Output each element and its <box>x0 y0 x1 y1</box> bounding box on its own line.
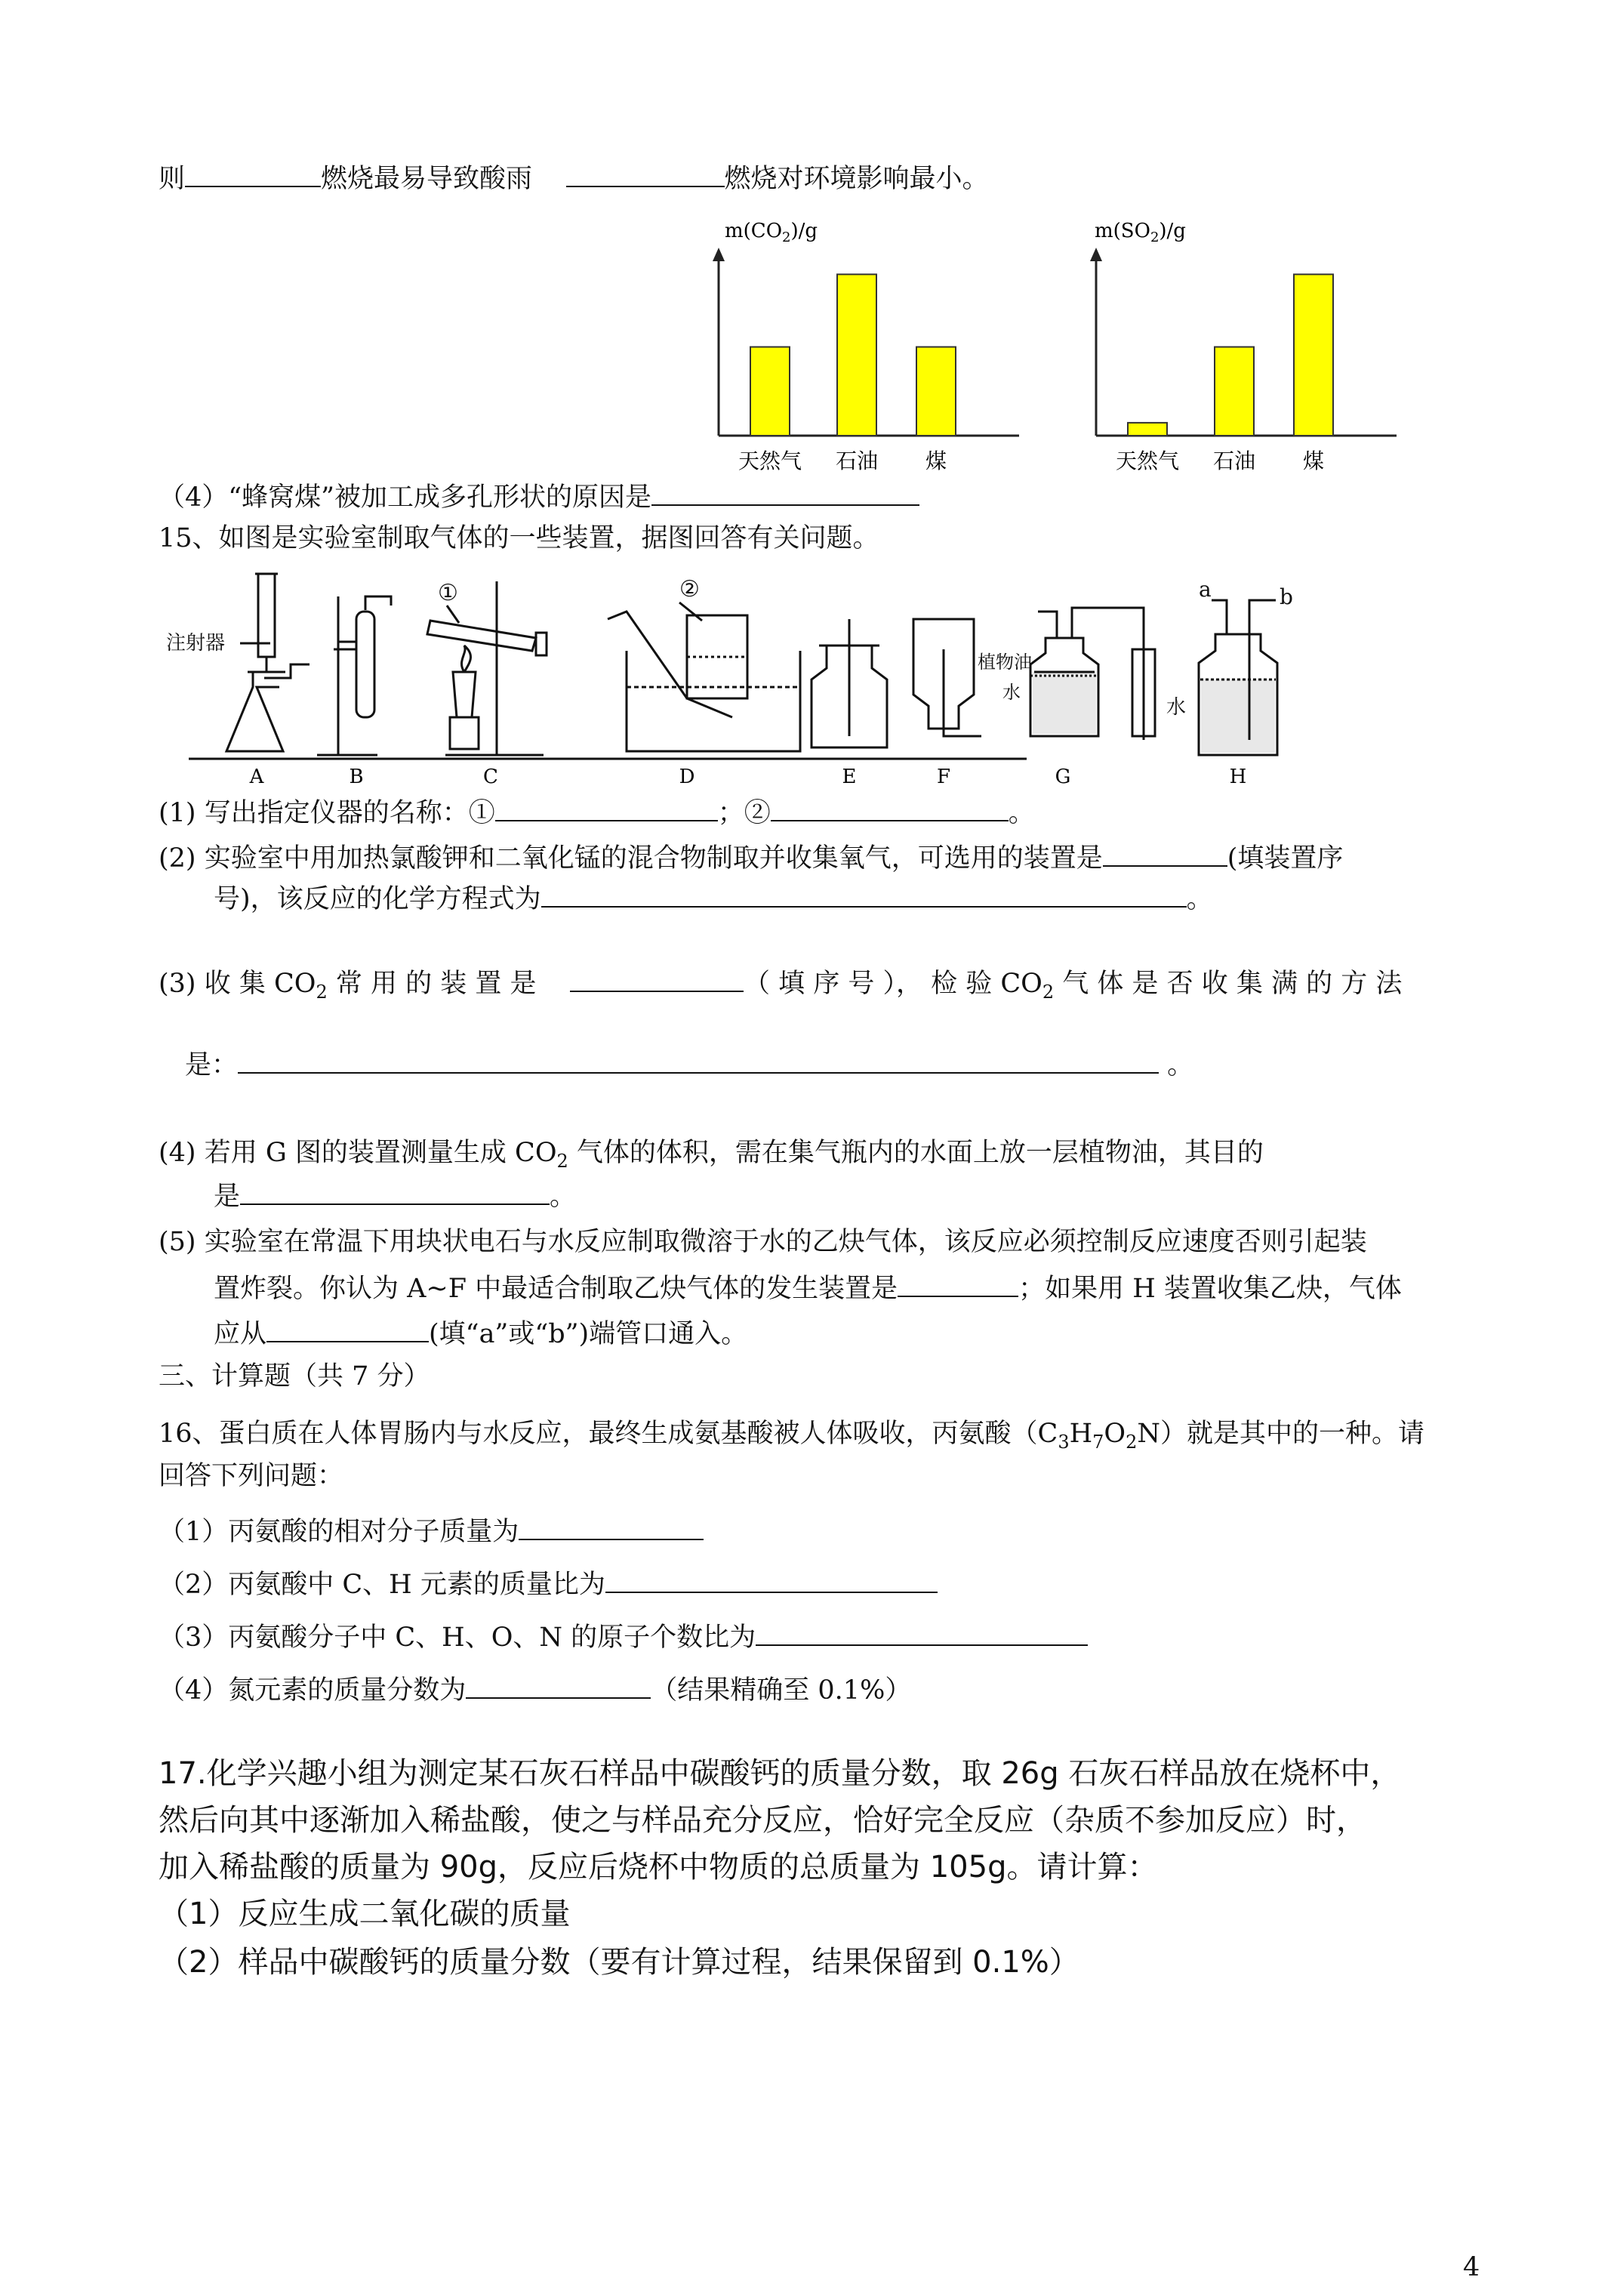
q15-p5-text-c: ；如果用 H 装置收集乙炔，气体 <box>1018 1274 1402 1304</box>
q15-p4-text: (4) 若用 G 图的装置测量生成 CO <box>159 1138 557 1168</box>
q17-line2: 然后向其中逐渐加入稀盐酸，使之与样品充分反应，恰好完全反应（杂质不参加反应）时， <box>159 1803 1366 1838</box>
bar-so2-0 <box>1128 423 1167 436</box>
answer-blank-nitrogen-fraction[interactable] <box>466 1672 651 1699</box>
oil-label: 植物油 <box>978 652 1032 673</box>
category-label-so2-2: 煤 <box>1302 448 1325 473</box>
q16-item4-text: （4）氮元素的质量分数为 <box>159 1675 467 1706</box>
apparatus-e <box>812 619 887 747</box>
q14-item4-label: （4）“蜂窝煤”被加工成多孔形状的原因是 <box>159 482 652 513</box>
answer-blank-molar-mass[interactable] <box>519 1513 704 1540</box>
q15-part5-line3 <box>214 1315 747 1351</box>
q15-part4-line2 <box>214 1178 576 1214</box>
apparatus-d <box>608 576 800 751</box>
q14-line3-mid: 燃烧最易导致酸雨 <box>321 164 533 194</box>
co2-chart-ylabel: $m(CO_2)/g$ <box>725 220 818 245</box>
q15-p1-sep: ；② <box>717 798 771 828</box>
q16-stem-text: 16、蛋白质在人体胃肠内与水反应，最终生成氨基酸被人体吸收，丙氨酸（C <box>159 1419 1058 1449</box>
q16-item2-text: （2）丙氨酸中 C、H 元素的质量比为 <box>159 1570 605 1600</box>
q15-p2-text-b: (填装置序 <box>1227 843 1344 874</box>
port-a-label: a <box>1199 577 1212 602</box>
q16-item1-text: （1）丙氨酸的相对分子质量为 <box>159 1517 519 1547</box>
q15-p5-text: (5) 实验室在常温下用块状电石与水反应制取微溶于水的乙炔气体，该反应必须控制反应速度否则引起装 <box>159 1227 1367 1257</box>
q15-part4-line1 <box>159 1136 1264 1179</box>
q15-p4-end: 。 <box>550 1182 577 1212</box>
q16-item4 <box>159 1672 911 1708</box>
co2-bar-chart <box>710 211 1042 479</box>
answer-blank-least-impact[interactable] <box>566 160 725 187</box>
apparatus-letter-c: C <box>483 766 498 785</box>
marker-2: ② <box>679 576 700 603</box>
so2-chart-ylabel: $m(SO_2)/g$ <box>1095 220 1186 245</box>
bar-co2-0 <box>750 347 790 436</box>
answer-blank-oil-purpose[interactable] <box>240 1178 550 1205</box>
q15-part5-line2 <box>214 1270 1402 1306</box>
q16-item3-text: （3）丙氨酸分子中 C、H、O、N 的原子个数比为 <box>159 1623 756 1653</box>
port-b-label: b <box>1280 584 1293 609</box>
apparatus-letter-b: B <box>349 766 364 785</box>
q15-p1-end: 。 <box>1008 798 1035 828</box>
lab-apparatus-figure <box>159 566 1321 785</box>
q15-p3-text-d: 气 体 是 否 收 集 满 的 方 法 <box>1054 969 1403 999</box>
q15-p5-text-e: (填“a”或“b”)端管口通入。 <box>429 1319 748 1349</box>
apparatus-a <box>166 574 310 751</box>
apparatus-letter-e: E <box>842 766 857 785</box>
q15-part3-line1 <box>159 965 1402 1009</box>
apparatus-g <box>978 608 1155 740</box>
syringe-label: 注射器 <box>166 632 226 655</box>
category-label-so2-1: 石油 <box>1212 448 1256 473</box>
answer-blank-oxygen-device[interactable] <box>1103 840 1227 867</box>
q15-p1-text: (1) 写出指定仪器的名称：① <box>159 798 495 828</box>
water-label-h: 水 <box>1166 696 1187 719</box>
answer-blank-honeycomb[interactable] <box>651 479 919 506</box>
q15-p3-text-e: 是： <box>185 1050 239 1080</box>
q14-item4 <box>159 479 919 515</box>
q15-p5-text-d: 应从 <box>214 1319 267 1349</box>
bar-co2-1 <box>837 274 876 436</box>
apparatus-letter-d: D <box>679 766 695 785</box>
apparatus-letter-a: A <box>249 766 264 785</box>
q15-p2-text-c: 号)，该反应的化学方程式为 <box>214 884 541 914</box>
q17-item1: （1）反应生成二氧化碳的质量 <box>159 1897 571 1931</box>
apparatus-b <box>317 596 391 755</box>
q16-item4-note: （结果精确至 0.1%） <box>651 1675 912 1706</box>
q15-p4-text-c: 是 <box>214 1182 241 1212</box>
q14-line3 <box>159 160 989 196</box>
category-label-so2-0: 天然气 <box>1115 448 1180 473</box>
category-label-co2-0: 天然气 <box>738 448 802 473</box>
q16-formula-sub-2: 2 <box>1126 1432 1138 1453</box>
answer-blank-instrument-1[interactable] <box>495 794 718 821</box>
bar-co2-2 <box>916 347 956 436</box>
marker-1: ① <box>438 580 458 606</box>
q15-p4-text-b: 气体的体积，需在集气瓶内的水面上放一层植物油，其目的 <box>568 1138 1264 1168</box>
apparatus-letter-f: F <box>936 766 951 785</box>
q16-stem-line2: 回答下列问题： <box>159 1461 344 1491</box>
category-label-co2-2: 煤 <box>925 448 947 473</box>
q15-p3-text-c: （ 填 序 号 ）， 检 验 CO <box>744 969 1042 999</box>
q16-formula-sub-3: 3 <box>1058 1432 1070 1453</box>
q17-line1: 17.化学兴趣小组为测定某石灰石样品中碳酸钙的质量分数，取 26g 石灰石样品放在烧杯中， <box>159 1756 1401 1791</box>
page-number: 4 <box>1463 2252 1480 2282</box>
so2-bar-chart <box>1087 211 1419 479</box>
q14-line3-start: 则 <box>159 164 186 194</box>
apparatus-h <box>1166 577 1293 755</box>
q16-item2 <box>159 1566 938 1602</box>
apparatus-letter-h: H <box>1229 766 1247 785</box>
water-label-g: 水 <box>1002 682 1021 703</box>
so2-y-axis-arrow <box>1090 248 1102 261</box>
q15-p3-text: (3) 收 集 CO <box>159 969 316 999</box>
apparatus-c <box>427 580 547 755</box>
q15-p3-sub: 2 <box>316 982 328 1003</box>
answer-blank-atom-ratio[interactable] <box>756 1619 1088 1646</box>
answer-blank-acid-rain[interactable] <box>185 160 321 187</box>
q15-p4-sub: 2 <box>556 1151 568 1172</box>
q15-part3-line2 <box>185 1046 1193 1083</box>
q15-p5-text-b: 置炸裂。你认为 A~F 中最适合制取乙炔气体的发生装置是 <box>214 1274 898 1304</box>
answer-blank-acetylene-device[interactable] <box>898 1270 1018 1297</box>
apparatus-letter-g: G <box>1055 766 1071 785</box>
answer-blank-ch-mass-ratio[interactable] <box>605 1566 938 1593</box>
category-label-co2-1: 石油 <box>835 448 879 473</box>
q14-line3-end: 燃烧对环境影响最小。 <box>724 164 989 194</box>
q15-p3-text-b: 常 用 的 装 置 是 <box>327 969 537 999</box>
q16-stem-line1 <box>159 1416 1424 1459</box>
answer-blank-acetylene-port[interactable] <box>266 1315 429 1342</box>
q15-p3-end: 。 <box>1167 1050 1194 1080</box>
q17-item2: （2）样品中碳酸钙的质量分数（要有计算过程，结果保留到 0.1%） <box>159 1945 1079 1980</box>
answer-blank-co2-full-check[interactable] <box>238 1046 1159 1074</box>
answer-blank-instrument-2[interactable] <box>771 794 1009 821</box>
q15-p3-sub-b: 2 <box>1042 982 1055 1003</box>
q16-formula-h: H <box>1069 1419 1093 1449</box>
q15-part2-line1 <box>159 840 1343 876</box>
q15-p2-text: (2) 实验室中用加热氯酸钾和二氧化锰的混合物制取并收集氧气，可选用的装置是 <box>159 843 1103 874</box>
q17-line3: 加入稀盐酸的质量为 90g，反应后烧杯中物质的总质量为 105g。请计算： <box>159 1850 1158 1885</box>
answer-blank-oxygen-equation[interactable] <box>541 880 1187 908</box>
q15-title: 15、如图是实验室制取气体的一些装置，据图回答有关问题。 <box>159 523 879 553</box>
apparatus-f <box>913 619 981 736</box>
q15-part2-line2 <box>214 880 1213 917</box>
q16-formula-sub-7: 7 <box>1092 1432 1104 1453</box>
q15-part1 <box>159 794 1035 831</box>
bar-so2-2 <box>1294 274 1333 436</box>
q16-item3 <box>159 1619 1088 1655</box>
q16-formula-o: O <box>1104 1419 1126 1449</box>
section-3-heading: 三、计算题（共 7 分） <box>159 1361 430 1391</box>
q16-item1 <box>159 1513 704 1549</box>
answer-blank-co2-device[interactable] <box>570 965 744 992</box>
apparatus-letters <box>249 766 1247 785</box>
q15-p2-end: 。 <box>1186 884 1213 914</box>
q15-part5-line1 <box>159 1225 1367 1259</box>
q16-stem-text-b: N）就是其中的一种。请 <box>1137 1419 1425 1449</box>
bar-so2-1 <box>1215 347 1254 436</box>
co2-y-axis-arrow <box>713 248 725 261</box>
